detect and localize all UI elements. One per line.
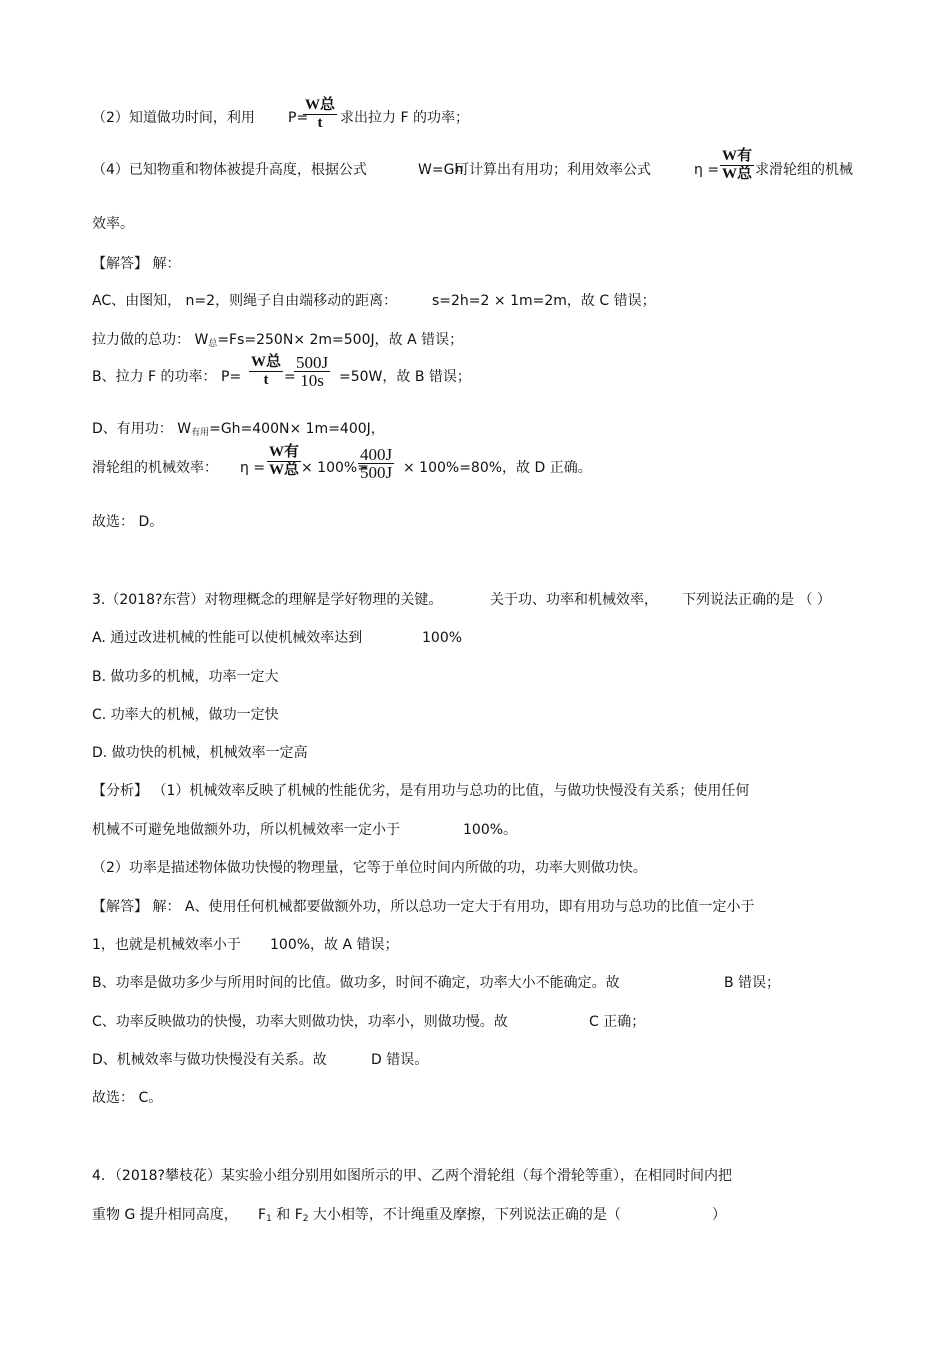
numerator: 400J <box>360 445 393 464</box>
text-fragment: s=2h=2 × 1m=2m，故 C 错误； <box>432 293 656 309</box>
text-line <box>92 419 385 443</box>
answer-line: 故选： C。 <box>92 1090 163 1106</box>
text-line <box>92 108 255 128</box>
text-fragment: 可计算出有用功；利用效率公式 <box>455 162 651 178</box>
solution-line: B、功率是做功多少与所用时间的比值。做功多，时间不确定，功率大小不能确定。故 <box>92 975 620 991</box>
solution-line: D、机械效率与做功快慢没有关系。故 <box>92 1052 327 1068</box>
equals-sign: = <box>284 369 296 385</box>
bracket-close: ） <box>712 1207 726 1223</box>
solution-line: C、功率反映做功的快慢，功率大则做功快，功率小，则做功慢。故 <box>92 1014 508 1030</box>
option-b: B. 做功多的机械，功率一定大 <box>92 669 279 685</box>
force-symbol: F <box>258 1207 267 1223</box>
question-stem <box>92 1205 238 1225</box>
text-fragment: 滑轮组的机械效率： <box>92 460 218 476</box>
analysis-value: 100%。 <box>463 822 518 838</box>
formula: W=Gh <box>418 162 464 178</box>
analysis-line: 【分析】 （1）机械效率反映了机械的性能优劣，是有用功与总功的比值，与做功快慢没有关系；使用任何 <box>92 783 750 799</box>
text-fragment: =Gh=400N× 1m=400J， <box>209 421 385 437</box>
text-fragment: 大小相等，不计绳重及摩擦，下列说法正确的是（ <box>308 1207 621 1223</box>
solution-value: 100%，故 A 错误； <box>270 937 399 953</box>
analysis-line: （2）功率是描述物体做功快慢的物理量，它等于单位时间内所做的功，功率大则做功快。 <box>92 860 647 876</box>
numerator: W有 <box>722 148 753 164</box>
denominator: W总 <box>722 166 753 182</box>
text-fragment: AC、由图知， n=2，则绳子自由端移动的距离： <box>92 293 398 309</box>
text-fragment: 求滑轮组的机械 <box>755 162 853 178</box>
option-c: C. 功率大的机械，做功一定快 <box>92 707 279 723</box>
subscript: 2 <box>302 1214 309 1224</box>
fraction-efficiency <box>720 148 754 183</box>
numerator: W有 <box>269 444 300 460</box>
text-fragment: =50W，故 B 错误； <box>339 369 471 385</box>
text-fragment: D、有用功： W <box>92 421 192 437</box>
text-line <box>92 330 463 354</box>
fraction-power <box>303 97 337 132</box>
option-d: D. 做功快的机械，机械效率一定高 <box>92 745 308 761</box>
subscript: 1 <box>266 1214 272 1224</box>
formula-label: P= <box>288 110 309 126</box>
denominator: W总 <box>269 462 300 478</box>
fraction-efficiency-symbolic <box>267 444 301 479</box>
text-fragment: 拉力做的总功： W <box>92 332 209 348</box>
text-fragment: × 100%=80%，故 D 正确。 <box>403 460 592 476</box>
solution-value: D 错误。 <box>371 1052 429 1068</box>
formula-label: η = <box>694 162 720 178</box>
text-fragment: × 100%= <box>301 460 369 476</box>
option-a-value: 100% <box>422 630 463 646</box>
option-a: A. 通过改进机械的性能可以使机械效率达到 <box>92 630 363 646</box>
subscript: 总 <box>208 339 218 349</box>
text-fragment: 和 F <box>271 1207 303 1223</box>
denominator: 500J <box>360 463 393 482</box>
numerator: W总 <box>305 97 336 113</box>
answer-line: 故选： D。 <box>92 514 164 530</box>
denominator: t <box>317 115 323 131</box>
text-fragment: （2）知道做功时间，利用 <box>92 110 255 126</box>
solution-value: C 正确； <box>589 1014 646 1030</box>
solution-value: B 错误； <box>724 975 781 991</box>
fraction-power-numeric <box>294 354 330 389</box>
text-line: 效率。 <box>92 216 134 232</box>
fraction-power-symbolic <box>249 354 283 389</box>
text-fragment: =Fs=250N× 2m=500J，故 A 错误； <box>217 332 464 348</box>
text-fragment: （4）已知物重和物体被提升高度，根据公式 <box>92 162 367 178</box>
question-stem: 4．（2018?攀枝花）某实验小组分别用如图所示的甲、乙两个滑轮组（每个滑轮等重），在相同时间内把 <box>92 1168 732 1184</box>
solution-line: 1，也就是机械效率小于 <box>92 937 241 953</box>
formula-label: η = <box>240 460 266 476</box>
question-stem-cont <box>258 1205 621 1229</box>
question-stem: 下列说法正确的是 （ ） <box>682 592 831 608</box>
section-heading: 【解答】 解： <box>92 256 181 272</box>
question-stem: 3.（2018?东营）对物理概念的理解是学好物理的关键。 <box>92 592 443 608</box>
analysis-line: 机械不可避免地做额外功，所以机械效率一定小于 <box>92 822 400 838</box>
subscript: 有用 <box>191 428 210 438</box>
text-fragment: B、拉力 F 的功率： P= <box>92 369 242 385</box>
solution-line: 【解答】 解： A、使用任何机械都要做额外功，所以总功一定大于有用功，即有用功与总功的比值一定小于 <box>92 899 755 915</box>
text-fragment: 求出拉力 F 的功率； <box>340 110 469 126</box>
denominator: t <box>263 372 269 388</box>
question-stem: 关于功、功率和机械效率， <box>490 592 658 608</box>
numerator: W总 <box>251 354 282 370</box>
text-fragment: 重物 G 提升相同高度， <box>92 1207 238 1223</box>
numerator: 500J <box>296 353 329 372</box>
denominator: 10s <box>300 371 324 390</box>
fraction-efficiency-numeric <box>358 446 394 481</box>
